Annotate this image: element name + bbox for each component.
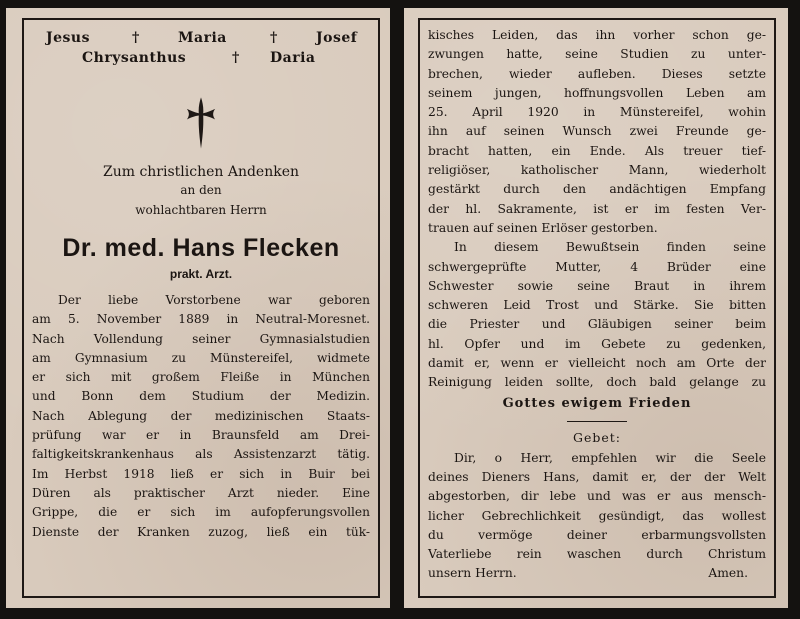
left-card-border bbox=[22, 18, 380, 598]
prayer-line: licher Gebrechlichkeit gesündigt, das wollest bbox=[428, 508, 766, 523]
right-card bbox=[404, 8, 788, 608]
an-den-text: an den bbox=[180, 183, 222, 197]
bio-line: Nach Vollendung seiner Gymnasialstudien bbox=[32, 331, 370, 346]
text-line: schwergeprüfte Mutter, 4 Brüder eine bbox=[428, 259, 766, 274]
name-jesus: Jesus bbox=[46, 30, 90, 46]
text-line: seinem jungen, hoffnungsvollen Leben am bbox=[428, 85, 766, 100]
prayer-line: Vaterliebe rein waschen durch Christum bbox=[428, 547, 766, 562]
bio-line: Düren als praktischer Arzt nieder. Eine bbox=[32, 485, 370, 500]
text-line: Reinigung leiden sollte, doch bald gelange zu bbox=[428, 375, 766, 390]
closing-text: unsern Herrn. bbox=[428, 566, 517, 581]
bio-line: prüfung war er in Braunsfeld am Drei- bbox=[32, 428, 370, 443]
bio-line: Dienste der Kranken zuzog, ließ ein tük- bbox=[32, 524, 370, 539]
name-maria: Maria bbox=[178, 30, 227, 46]
small-cross: † bbox=[132, 30, 140, 46]
text-line: bracht hatten, ein Ende. Als treuer tief- bbox=[428, 143, 766, 158]
biography bbox=[32, 291, 370, 542]
name-chrysanthus: Chrysanthus bbox=[82, 50, 187, 66]
left-card-content bbox=[32, 26, 370, 590]
text-line: damit er, wenn er vielleicht noch am Orte der bbox=[428, 356, 766, 371]
deceased-name: Dr. med. Hans Flecken bbox=[62, 234, 340, 262]
bio-line: am Gymnasium zu Münstereifel, widmete bbox=[32, 350, 370, 365]
text-line: brechen, wieder aufleben. Dieses setzte bbox=[428, 66, 766, 81]
text-line: die Priester und Gläubigen seiner beim bbox=[428, 317, 766, 332]
prayer-text bbox=[428, 449, 766, 584]
prayer-closing bbox=[428, 564, 766, 583]
text-line: gestärkt durch den andächtigen Empfang bbox=[428, 182, 766, 197]
small-cross: † bbox=[232, 50, 240, 66]
bio-line: Nach Ablegung der medizinischen Staats- bbox=[32, 408, 370, 423]
text-line: schweren Leid Trost und Stärke. Sie bitten bbox=[428, 298, 766, 313]
name-josef: Josef bbox=[316, 30, 358, 46]
prayer-line: du vermöge deiner erbarmungsvollsten bbox=[428, 527, 766, 542]
text-line: ihn auf seinen Wunsch zwei Freunde ge- bbox=[428, 124, 766, 139]
text-line: kisches Leiden, das ihn vorher schon ge- bbox=[428, 28, 766, 42]
name-daria: Daria bbox=[270, 50, 316, 66]
continued-text bbox=[428, 26, 766, 393]
bio-line: Der liebe Vorstorbene war geboren bbox=[58, 293, 370, 307]
bio-line: Im Herbst 1918 ließ er sich in Buir bei bbox=[32, 466, 370, 481]
prayer-title: Gebet: bbox=[572, 429, 622, 445]
right-card-content bbox=[428, 26, 766, 590]
prayer-line: abgestorben, dir lebe und was er aus mensch- bbox=[428, 489, 766, 504]
profession: prakt. Arzt. bbox=[169, 267, 233, 281]
cross-icon bbox=[186, 92, 216, 154]
bio-line: faltigkeitskrankenhaus als Assistenzarzt tätig. bbox=[32, 447, 370, 462]
text-line: hl. Opfer und im Gebete zu gedenken, bbox=[428, 336, 766, 351]
bio-line: am 5. November 1889 in Neutral-Moresnet. bbox=[32, 312, 370, 327]
bio-line: er sich mit großem Fleiße in München bbox=[32, 370, 370, 385]
prayer-line: deines Dieners Hans, damit er, der der Welt bbox=[428, 469, 766, 484]
honorific-text: wohlachtbaren Herrn bbox=[135, 203, 267, 217]
small-cross: † bbox=[270, 30, 278, 46]
eternal-peace-line: Gottes ewigem Frieden bbox=[502, 395, 692, 411]
text-line: 25. April 1920 in Münstereifel, wohin bbox=[428, 105, 766, 120]
bio-line: Grippe, die er sich im aufopferungsvollen bbox=[32, 505, 370, 520]
text-line: der hl. Sakramente, ist er im festen Ver- bbox=[428, 201, 766, 216]
text-line: In diesem Bewußtsein finden seine bbox=[454, 240, 766, 255]
prayer-line: Dir, o Herr, empfehlen wir die Seele bbox=[454, 450, 766, 465]
holy-names-header bbox=[32, 26, 370, 74]
left-card bbox=[6, 8, 390, 608]
text-line: Schwester sowie seine Braut in ihrem bbox=[428, 278, 766, 293]
right-card-border bbox=[418, 18, 776, 598]
text-line: religiöser, katholischer Mann, wiederholt bbox=[428, 163, 766, 178]
text-line: zwungen hatte, seine Studien zu unter- bbox=[428, 47, 766, 62]
text-line: trauen auf seinen Erlöser gestorben. bbox=[428, 220, 658, 235]
amen-text: Amen. bbox=[708, 566, 748, 581]
bio-line: und Bonn dem Studium der Medizin. bbox=[32, 389, 370, 404]
memorial-heading: Zum christlichen Andenken bbox=[102, 164, 300, 180]
section-divider bbox=[567, 421, 627, 422]
